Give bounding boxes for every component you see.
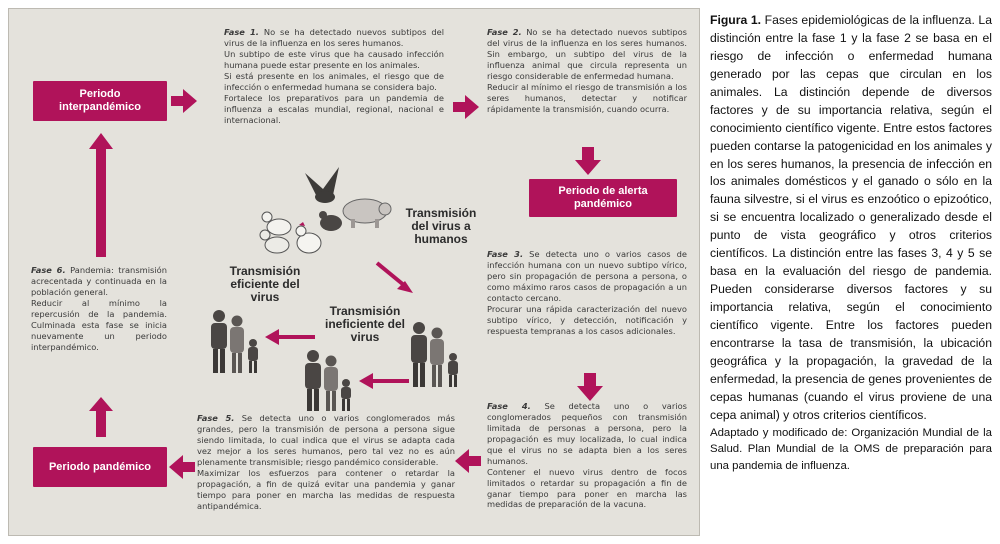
phase-2-line-2: Reducir al mínimo el riesgo de transmisión a los seres humanos, detectar y notificar rápidamente la transmisión, cuando ocurra. bbox=[487, 81, 687, 114]
animals-illustration bbox=[253, 167, 393, 263]
transmission-efficient-label: Transmisión eficiente del virus bbox=[229, 264, 301, 305]
people-group-inefficient bbox=[299, 349, 355, 413]
people-group-efficient bbox=[205, 309, 263, 375]
arrow-animals-to-humans bbox=[375, 261, 415, 295]
arrow-pandemic-to-phase6 bbox=[89, 397, 113, 437]
phase-1-title: Fase 1. bbox=[224, 27, 259, 37]
phase-6-text bbox=[31, 265, 167, 353]
arrow-phase4-to-phase5 bbox=[455, 449, 481, 473]
phase-2-title: Fase 2. bbox=[487, 27, 522, 37]
transmission-inefficient-label: Transmisión ineficiente del virus bbox=[324, 304, 406, 345]
phase-1-line-1: Fase 1. No se ha detectado nuevos subtipos del virus de la influenza en los seres humanos. bbox=[224, 27, 444, 48]
arrow-phase5-to-pandemic bbox=[169, 455, 195, 479]
caption-label: Figura 1. bbox=[710, 13, 762, 27]
phase-4-line-2: Contener el nuevo virus dentro de focos limitados o retardar su propagación a fin de ganar tiempo para poner en marcha las medidas de preparación de la vacuna. bbox=[487, 466, 687, 510]
phase-6-line-2: Reducir al mínimo la repercusión de la pandemia. Culminada esta fase se inicia nuevamente un periodo interpandémico. bbox=[31, 297, 167, 352]
phase-3-text bbox=[487, 249, 687, 337]
phase-3-title: Fase 3. bbox=[487, 249, 524, 259]
phase-5-line-2: Maximizar los esfuerzos para contener o retardar la propagación, a fin de quizá evitar una pandemia y ganar tiempo para poner en marcha las medidas de respuesta antipandémica. bbox=[197, 467, 455, 511]
caption-credit: Adaptado y modificado de: Organización Mundial de la Salud. Plan Mundial de la OMS de preparación para una pandemia de influenza. bbox=[710, 426, 992, 472]
phase-3-line-2: Procurar una rápida caracterización del nuevo subtipo vírico, y detección, notificación y respuesta tempranas a los casos adicionales. bbox=[487, 303, 687, 336]
period-alert-box: Periodo de alerta pandémico bbox=[529, 179, 677, 217]
phase-1-text bbox=[224, 27, 444, 125]
period-interpandemic-box: Periodo interpandémico bbox=[33, 81, 167, 121]
arrow-to-inefficient-group bbox=[359, 371, 409, 391]
transmission-to-humans-label: Transmisión del virus a humanos bbox=[405, 206, 477, 247]
people-group-right bbox=[405, 321, 463, 389]
phase-2-text bbox=[487, 27, 687, 115]
arrow-interpandemic-to-phase1 bbox=[171, 89, 197, 113]
figure-caption bbox=[710, 12, 992, 474]
phase-1-line-4: Fortalece los preparativos para un pandemia de influenza a escalas mundial, regional, nacional e internacional. bbox=[224, 92, 444, 125]
phase-5-title: Fase 5. bbox=[197, 413, 235, 423]
caption-body bbox=[710, 12, 992, 425]
phase-2-line-1: Fase 2. No se ha detectado nuevos subtipos del virus de la influenza en los seres humanos. Sin embargo, un subtipo del virus de la influenza animal que circula representa un riesgo considerable de enfermedad humana. bbox=[487, 27, 687, 81]
phase-1-line-3: Si está presente en los animales, el riesgo que de infección o enfermedad humana se considera bajo. bbox=[224, 70, 444, 92]
arrow-phase6-to-interpandemic bbox=[89, 133, 113, 257]
phase-6-title: Fase 6. bbox=[31, 265, 66, 275]
phase-1-line-2: Un subtipo de este virus que ha causado infección humana puede estar presente en los animales. bbox=[224, 48, 444, 70]
arrow-phase1-to-phase2 bbox=[453, 95, 479, 119]
phase-4-line-1: Fase 4. Se detecta uno o varios conglomerados pequeños con transmisión limitada de personas a persona, pero la propagación es muy localizada, lo cual indica que el virus no se adapta bien a los seres humanos. bbox=[487, 401, 687, 466]
caption-text: Fases epidemiológicas de la influenza. La distinción entre la fase 1 y la fase 2 se basa en el riesgo de infección o enfermedad humana generado por las cepas que circulan en los animales. La distinción depende de diversos factores y de su importancia relativa, según el conocimiento científico vigente. Entre estos factores pueden contarse la patogenicidad en los animales y en los seres humanos, la presencia de infección en los animales domésticos y el ganado o sólo en la fauna silvestre, si el virus es enzoótico o epizoótico, si se encuentra localizado o generalizado desde el punto de vista geográfico y otros criterios científicos. La distinción entre las fases 3, 4 y 5 se basa en la evaluación del riesgo de pandemia. Pueden considerarse diversos factores y su importancia relativa, según el conocimiento científico vigente. Entre los factores pueden encontrarse la tasa de transmisión, la ubicación geográfica y la propagación, la gravedad de la enfermedad, la presencia de genes provenientes de cepas humanas (cuando el virus proviene de una cepa animal) y otros criterios científicos. bbox=[710, 13, 992, 422]
arrow-phase3-to-phase4 bbox=[577, 373, 603, 401]
phase-5-line-1: Fase 5. Se detecta uno o varios conglomerados más grandes, pero la transmisión de persona a persona sigue siendo limitada, lo cual indica que el virus se adapta cada vez mejor a los seres humanos, pero tal vez no es aún plenamente transmisible; riesgo pandémico considerable. bbox=[197, 413, 456, 467]
phase-3-line-1: Fase 3. Se detecta uno o varios casos de infección humana con un nuevo subtipo vírico, pero sin propagación de persona a persona, o como máximo raros casos de propagación a un contacto cercano. bbox=[487, 249, 687, 303]
phases-diagram bbox=[8, 8, 700, 536]
phase-4-title: Fase 4. bbox=[487, 401, 531, 411]
period-pandemic-box: Periodo pandémico bbox=[33, 447, 167, 487]
arrow-phase2-to-alert bbox=[575, 147, 601, 175]
arrow-to-efficient-group bbox=[265, 327, 315, 347]
phase-4-text bbox=[487, 401, 687, 510]
phase-6-line-1: Fase 6. Pandemia: transmisión acrecentada y continuada en la población general. bbox=[31, 265, 167, 297]
phase-5-text bbox=[197, 413, 455, 511]
